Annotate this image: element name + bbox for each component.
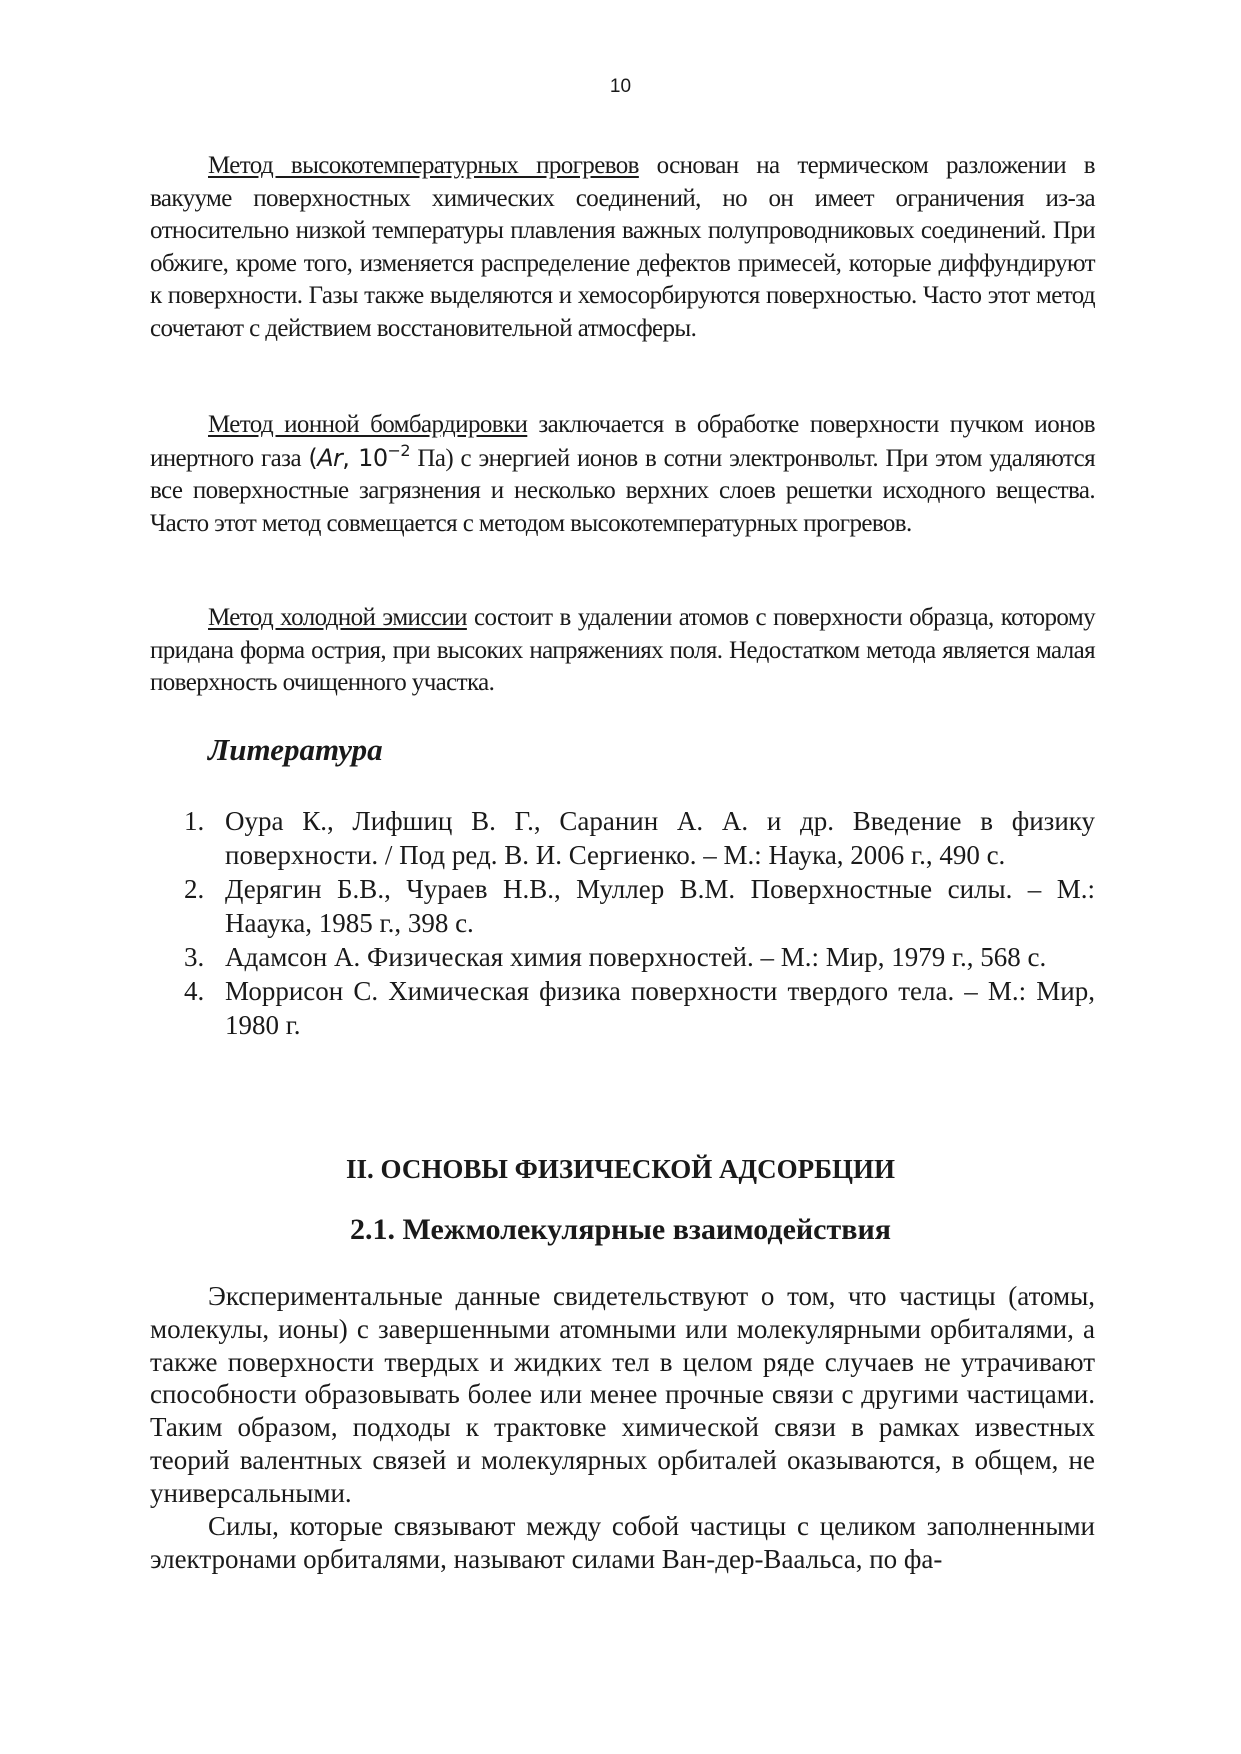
method-name-ion: Метод ионной бомбардировки — [208, 411, 528, 438]
method-name-thermal: Метод высокотемпературных прогревов — [208, 152, 639, 179]
paragraph-thermal-annealing — [150, 150, 1095, 345]
paragraph-cold-emission — [150, 602, 1095, 700]
paragraph-text: состоит в удалении атомов с поверхности образца, которому придана форма острия, при высоких напряжениях поля. Недостатком метода является малая поверхность очищенного участка. — [150, 604, 1095, 696]
formula-exponent: −2 — [387, 440, 410, 460]
formula-comma: , — [342, 443, 359, 472]
formula-gas: Ar — [317, 443, 343, 472]
reference-text: Оура К., Лифшиц В. Г., Саранин А. А. и др. Введение в физику поверхности. / Под ред. В. И. Сергиенко. – М.: Наука, 2006 г., 490 с. — [225, 806, 1095, 870]
reference-text: Адамсон А. Физическая химия поверхностей. – М.: Мир, 1979 г., 568 с. — [225, 942, 1047, 972]
list-item — [150, 804, 1095, 872]
paragraph-text: с энергией ионов в сотни электронвольт. При этом удаляются все поверхностные загрязнения и несколько верхних слоев решетки исходного вещества. Часто этот метод совмещается с методом высокотемпературных прогревов. — [150, 444, 1096, 537]
list-item — [150, 940, 1095, 974]
list-item — [150, 872, 1095, 940]
page-number: 10 — [609, 76, 632, 97]
list-item — [150, 974, 1095, 1042]
formula-base: 10 — [358, 443, 388, 472]
reference-text: Дерягин Б.В., Чураев Н.В., Муллер В.М. Поверхностные силы. – М.: Нааука, 1985 г., 398 с. — [225, 874, 1095, 938]
pressure-formula — [308, 440, 410, 472]
list-number: 4. — [184, 976, 205, 1006]
list-number: 1. — [184, 806, 205, 836]
chapter-title: II. ОСНОВЫ ФИЗИЧЕСКОЙ АДСОРБЦИИ — [346, 1154, 895, 1184]
section-paragraph: Экспериментальные данные свидетельствуют о том, что частицы (атомы, молекулы, ионы) с завершенными атомными или молекулярными орбиталями, а также поверхности твердых и жидких тел в целом ряде случаев не утрачивают способности образовывать более или менее прочные связи с другими частицами. Таким образом, подходы к трактовке химической связи в рамках известных теорий валентных связей и молекулярных орбиталей оказываются, в общем, не универсальными. — [150, 1281, 1095, 1508]
literature-list — [150, 804, 1095, 1042]
paragraph-text: заключается в обработке поверхности пучком ионов инертного газа — [150, 411, 1095, 472]
method-name-cold: Метод холодной эмиссии — [208, 604, 467, 631]
list-number: 3. — [184, 942, 205, 972]
formula-paren: ( — [308, 443, 318, 472]
paragraph-text: основан на термическом разложении в вакууме поверхностных химических соединений, но он имеет ограничения из-за относительно низкой температуры плавления важных полупроводниковых соединений. При обжиге, кроме того, изменяется распределение дефектов примесей, которые диффундируют к поверхности. Газы также выделяются и хемосорбируются поверхностью. Часто этот метод сочетают с действием восстановительной атмосферы. — [150, 152, 1095, 342]
reference-text: Моррисон С. Химическая физика поверхности твердого тела. – М.: Мир, 1980 г. — [225, 976, 1095, 1040]
section-paragraph: Силы, которые связывают между собой частицы с целиком заполненными электронами орбиталями, называют силами Ван-дер-Ваальса, по фа- — [150, 1511, 1095, 1574]
list-number: 2. — [184, 874, 205, 904]
formula-unit: Па) — [409, 444, 454, 472]
paragraph-ion-bombardment — [150, 409, 1095, 540]
literature-heading: Литература — [208, 732, 383, 767]
section-title: 2.1. Межмолекулярные взаимодействия — [350, 1213, 891, 1246]
